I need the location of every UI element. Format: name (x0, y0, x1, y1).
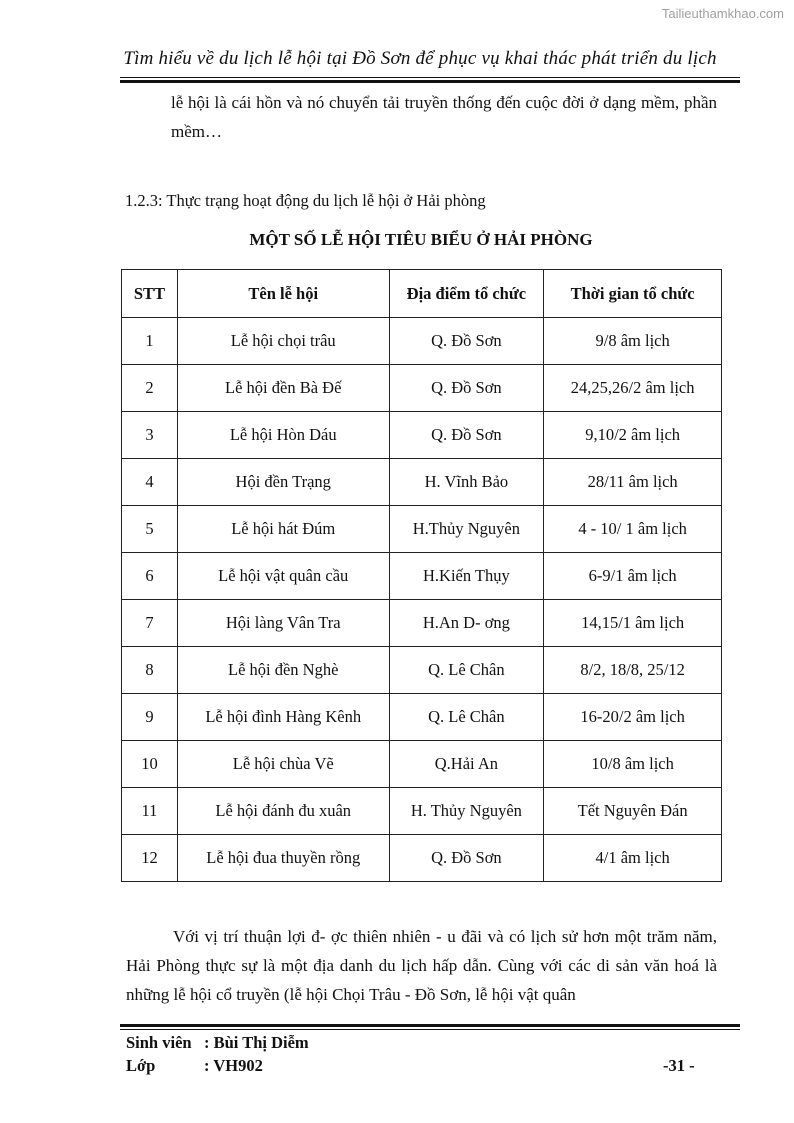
table-row (122, 647, 722, 694)
cell-stt: 5 (122, 506, 178, 553)
table-row (122, 600, 722, 647)
cell-festival-name: Lễ hội vật quân cầu (177, 553, 389, 600)
cell-festival-name: Lễ hội chọi trâu (177, 318, 389, 365)
table-row (122, 788, 722, 835)
header-festival-name: Tên lễ hội (177, 270, 389, 318)
cell-stt: 9 (122, 694, 178, 741)
footer-rule-thin (120, 1029, 740, 1030)
table-row (122, 318, 722, 365)
intro-paragraph: lễ hội là cái hồn và nó chuyển tải truyền thống đến cuộc đời ở dạng mềm, phần mềm… (171, 93, 717, 141)
header-rule-thin (120, 77, 740, 78)
table-title: MỘT SỐ LỄ HỘI TIÊU BIỂU Ở HẢI PHÒNG (249, 230, 593, 249)
section-heading: 1.2.3: Thực trạng hoạt động du lịch lễ hội ở Hải phòng (125, 191, 486, 210)
table-header-row (122, 270, 722, 318)
table-row (122, 365, 722, 412)
cell-time: 4 - 10/ 1 âm lịch (544, 506, 722, 553)
table-row (122, 741, 722, 788)
cell-stt: 6 (122, 553, 178, 600)
cell-location: Q. Đồ Sơn (389, 365, 544, 412)
cell-festival-name: Hội làng Vân Tra (177, 600, 389, 647)
cell-time: 10/8 âm lịch (544, 741, 722, 788)
page-number: -31 - (663, 1056, 695, 1075)
cell-time: 9,10/2 âm lịch (544, 412, 722, 459)
cell-location: Q. Đồ Sơn (389, 835, 544, 882)
cell-time: 8/2, 18/8, 25/12 (544, 647, 722, 694)
footer-rule-thick (120, 1024, 740, 1027)
cell-time: 16-20/2 âm lịch (544, 694, 722, 741)
cell-location: Q. Lê Chân (389, 647, 544, 694)
cell-stt: 11 (122, 788, 178, 835)
cell-location: Q. Đồ Sơn (389, 318, 544, 365)
body-paragraph: Với vị trí thuận lợi đ- ợc thiên nhiên - u đãi và có lịch sử hơn một trăm năm, Hải Phòng thực sự là một địa danh du lịch hấp dẫn. Cùng với các di sản văn hoá là những lễ hội cổ truyền (lễ hội Chọi Trâu - Đồ Sơn, lễ hội vật quân (126, 927, 717, 1004)
watermark: Tailieuthamkhao.com (661, 6, 784, 21)
cell-time: 9/8 âm lịch (544, 318, 722, 365)
student-name: : Bùi Thị Diễm (204, 1033, 309, 1052)
footer-class (126, 1056, 263, 1076)
cell-time: 24,25,26/2 âm lịch (544, 365, 722, 412)
cell-festival-name: Lễ hội đền Nghè (177, 647, 389, 694)
cell-stt: 8 (122, 647, 178, 694)
cell-festival-name: Lễ hội chùa Vẽ (177, 741, 389, 788)
header-time: Thời gian tổ chức (544, 270, 722, 318)
cell-festival-name: Lễ hội đền Bà Đế (177, 365, 389, 412)
table-row (122, 412, 722, 459)
cell-stt: 4 (122, 459, 178, 506)
cell-time: 28/11 âm lịch (544, 459, 722, 506)
cell-stt: 3 (122, 412, 178, 459)
cell-location: H.Thủy Nguyên (389, 506, 544, 553)
table-row (122, 694, 722, 741)
cell-stt: 12 (122, 835, 178, 882)
cell-festival-name: Lễ hội đình Hàng Kênh (177, 694, 389, 741)
cell-location: Q. Đồ Sơn (389, 412, 544, 459)
cell-time: 14,15/1 âm lịch (544, 600, 722, 647)
cell-stt: 10 (122, 741, 178, 788)
header-location: Địa điểm tổ chức (389, 270, 544, 318)
table-row (122, 459, 722, 506)
cell-location: H.An D- ơng (389, 600, 544, 647)
table-row (122, 835, 722, 882)
footer-student (126, 1033, 309, 1053)
cell-time: 4/1 âm lịch (544, 835, 722, 882)
cell-stt: 2 (122, 365, 178, 412)
cell-location: Q. Lê Chân (389, 694, 544, 741)
class-name: : VH902 (204, 1056, 263, 1075)
cell-location: H. Vĩnh Bảo (389, 459, 544, 506)
table-row (122, 506, 722, 553)
cell-time: Tết Nguyên Đán (544, 788, 722, 835)
table-row (122, 553, 722, 600)
cell-time: 6-9/1 âm lịch (544, 553, 722, 600)
student-label: Sinh viên (126, 1033, 192, 1052)
cell-stt: 7 (122, 600, 178, 647)
cell-stt: 1 (122, 318, 178, 365)
cell-location: Q.Hải An (389, 741, 544, 788)
cell-location: H. Thủy Nguyên (389, 788, 544, 835)
cell-festival-name: Lễ hội hát Đúm (177, 506, 389, 553)
cell-festival-name: Hội đền Trạng (177, 459, 389, 506)
header-stt: STT (122, 270, 178, 318)
cell-festival-name: Lễ hội đánh đu xuân (177, 788, 389, 835)
cell-location: H.Kiến Thụy (389, 553, 544, 600)
cell-festival-name: Lễ hội đua thuyền rồng (177, 835, 389, 882)
class-label: Lớp (126, 1056, 156, 1075)
festival-table (121, 269, 722, 882)
header-rule-thick (120, 80, 740, 83)
cell-festival-name: Lễ hội Hòn Dáu (177, 412, 389, 459)
running-header-title: Tìm hiểu về du lịch lễ hội tại Đồ Sơn để phục vụ khai thác phát triển du lịch (123, 48, 717, 69)
